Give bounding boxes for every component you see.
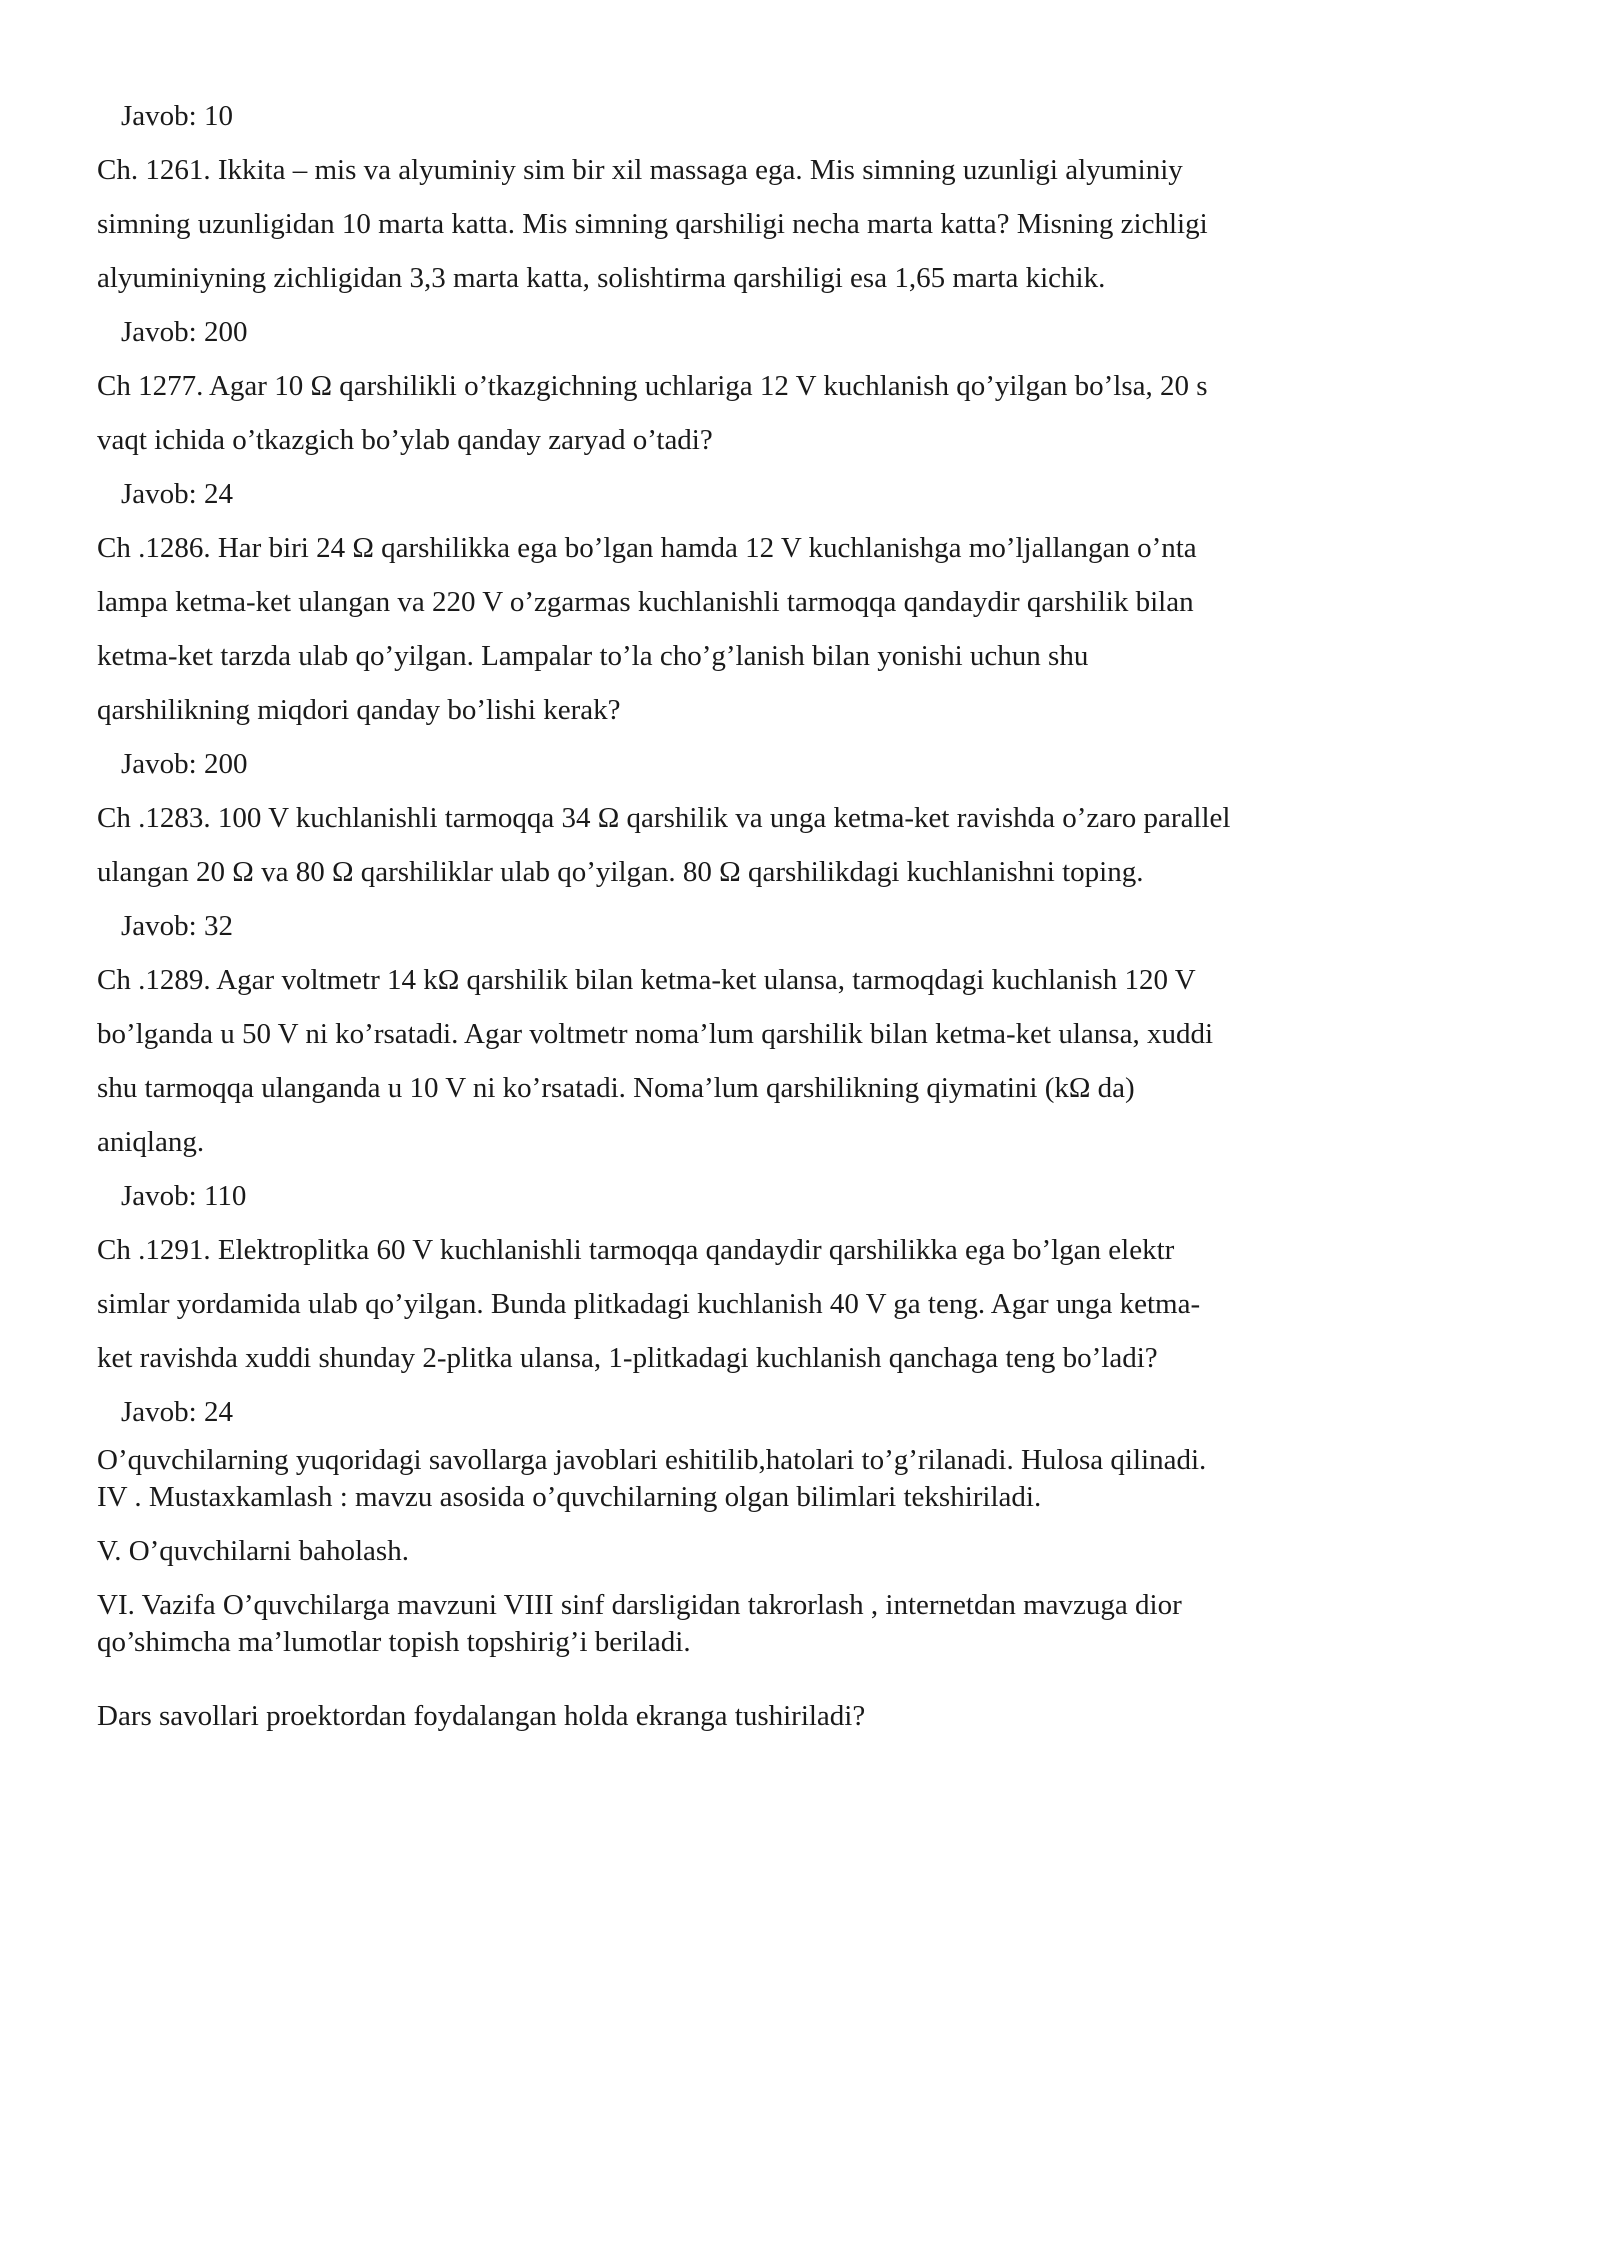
answer-line: Javob: 24	[121, 1396, 233, 1428]
section-iv-line: IV . Mustaxkamlash : mavzu asosida o’quvchilarning olgan bilimlari tekshiriladi.	[97, 1481, 1042, 1513]
problem-1291-line-1: Ch .1291. Elektroplitka 60 V kuchlanishli tarmoqqa qandaydir qarshilikka ega bo’lgan elektr	[97, 1234, 1175, 1266]
problem-1291-line-3: ket ravishda xuddi shunday 2-plitka ulansa, 1-plitkadagi kuchlanish qanchaga teng bo’ladi?	[97, 1342, 1158, 1374]
problem-1261-line-2: simning uzunligidan 10 marta katta. Mis simning qarshiligi necha marta katta? Misning zichligi	[97, 208, 1208, 240]
problem-1286-line-3: ketma-ket tarzda ulab qo’yilgan. Lampalar to’la cho’g’lanish bilan yonishi uchun shu	[97, 640, 1089, 672]
problem-1277-line-2: vaqt ichida o’tkazgich bo’ylab qanday zaryad o’tadi?	[97, 424, 713, 456]
problem-1261-line-1: Ch. 1261. Ikkita – mis va alyuminiy sim bir xil massaga ega. Mis simning uzunligi alyuminiy	[97, 154, 1183, 186]
answer-line: Javob: 10	[121, 100, 233, 132]
problem-1286-line-2: lampa ketma-ket ulangan va 220 V o’zgarmas kuchlanishli tarmoqqa qandaydir qarshilik bilan	[97, 586, 1194, 618]
answer-line: Javob: 110	[121, 1180, 247, 1212]
answer-line: Javob: 200	[121, 748, 248, 780]
problem-1289-line-3: shu tarmoqqa ulanganda u 10 V ni ko’rsatadi. Noma’lum qarshilikning qiymatini (kΩ da)	[97, 1072, 1135, 1104]
problem-1289-line-2: bo’lganda u 50 V ni ko’rsatadi. Agar voltmetr noma’lum qarshilik bilan ketma-ket ulansa, xuddi	[97, 1018, 1214, 1050]
answer-line: Javob: 24	[121, 478, 233, 510]
section-v-line: V. O’quvchilarni baholash.	[97, 1535, 409, 1567]
answer-line: Javob: 32	[121, 910, 233, 942]
section-vi-line-2: qo’shimcha ma’lumotlar topish topshirig’i beriladi.	[97, 1626, 691, 1658]
summary-line: O’quvchilarning yuqoridagi savollarga javoblari eshitilib,hatolari to’g’rilanadi. Hulosa qilinadi.	[97, 1444, 1207, 1476]
problem-1286-line-1: Ch .1286. Har biri 24 Ω qarshilikka ega bo’lgan hamda 12 V kuchlanishga mo’ljallangan o’nta	[97, 532, 1197, 564]
problem-1283-line-1: Ch .1283. 100 V kuchlanishli tarmoqqa 34 Ω qarshilik va unga ketma-ket ravishda o’zaro parallel	[97, 802, 1231, 834]
problem-1283-line-2: ulangan 20 Ω va 80 Ω qarshiliklar ulab qo’yilgan. 80 Ω qarshilikdagi kuchlanishni toping.	[97, 856, 1144, 888]
section-vi-line-1: VI. Vazifa O’quvchilarga mavzuni VIII sinf darsligidan takrorlash , internetdan mavzuga dior	[97, 1589, 1182, 1621]
answer-line: Javob: 200	[121, 316, 248, 348]
problem-1289-line-4: aniqlang.	[97, 1126, 205, 1158]
problem-1261-line-3: alyuminiyning zichligidan 3,3 marta katta, solishtirma qarshiligi esa 1,65 marta kichik.	[97, 262, 1106, 294]
closing-line: Dars savollari proektordan foydalangan holda ekranga tushiriladi?	[97, 1700, 866, 1732]
problem-1277-line-1: Ch 1277. Agar 10 Ω qarshilikli o’tkazgichning uchlariga 12 V kuchlanish qo’yilgan bo’lsa, 20 s	[97, 370, 1208, 402]
problem-1291-line-2: simlar yordamida ulab qo’yilgan. Bunda plitkadagi kuchlanish 40 V ga teng. Agar unga ketma-	[97, 1288, 1201, 1320]
problem-1289-line-1: Ch .1289. Agar voltmetr 14 kΩ qarshilik bilan ketma-ket ulansa, tarmoqdagi kuchlanish 120 V	[97, 964, 1196, 996]
problem-1286-line-4: qarshilikning miqdori qanday bo’lishi kerak?	[97, 694, 621, 726]
